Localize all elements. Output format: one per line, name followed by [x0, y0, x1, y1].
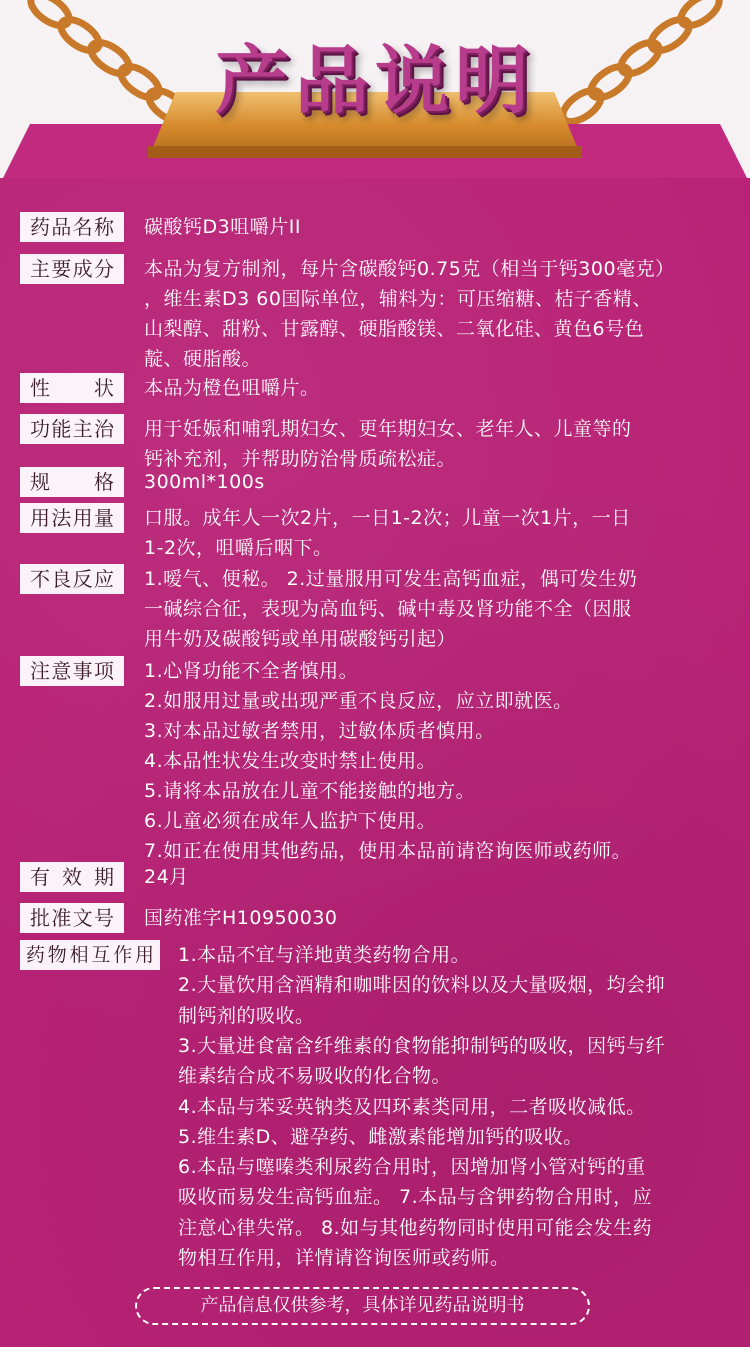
field-value-line: 2.大量饮用含酒精和咖啡因的饮料以及大量吸烟，均会抑: [178, 974, 666, 997]
field-value-line: 钙补充剂，并帮助防治骨质疏松症。: [144, 448, 457, 470]
field-value-line: 维素结合成不易吸收的化合物。: [178, 1065, 452, 1088]
field-value-line: 山梨醇、甜粉、甘露醇、硬脂酸镁、二氧化硅、黄色6号色: [144, 318, 645, 340]
field-value-line: 国药准字H10950030: [144, 907, 338, 929]
field-value-line: 4.本品性状发生改变时禁止使用。: [144, 750, 437, 772]
field-value-line: 4.本品与苯妥英钠类及四环素类同用，二者吸收减低。: [178, 1095, 646, 1118]
field-label: 有 效 期: [20, 862, 124, 892]
field-value-line: 碳酸钙D3咀嚼片II: [144, 216, 301, 238]
field-value-line: 2.如服用过量或出现严重不良反应，应立即就医。: [144, 690, 573, 712]
field-value-line: 本品为复方制剂，每片含碳酸钙0.75克（相当于钙300毫克）: [144, 258, 675, 280]
field-label: 药物相互作用: [20, 940, 160, 970]
field-label: 规 格: [20, 467, 124, 497]
field-value-line: ，维生素D3 60国际单位，辅料为：可压缩糖、桔子香精、: [144, 288, 652, 310]
field-label: 不良反应: [20, 564, 124, 594]
field-label: 主要成分: [20, 254, 124, 284]
field-value-line: 3.大量进食富含纤维素的食物能抑制钙的吸收，因钙与纤: [178, 1034, 666, 1057]
footer-note: 产品信息仅供参考，具体详见药品说明书: [135, 1287, 590, 1325]
field-value-line: 1-2次，咀嚼后咽下。: [144, 537, 333, 559]
field-label: 用法用量: [20, 503, 124, 533]
field-value-line: 用于妊娠和哺乳期妇女、更年期妇女、老年人、儿童等的: [144, 418, 632, 440]
field-label: 功能主治: [20, 414, 124, 444]
field-value-line: 6.儿童必须在成年人监护下使用。: [144, 810, 437, 832]
field-value-line: 靛、硬脂酸。: [144, 348, 262, 370]
field-value-line: 注意心律失常。 8.如与其他药物同时使用可能会发生药: [178, 1216, 653, 1239]
field-label: 注意事项: [20, 656, 124, 686]
field-value-line: 一碱综合征，表现为高血钙、碱中毒及肾功能不全（因服: [144, 598, 632, 620]
field-value-line: 1.嗳气、便秘。 2.过量服用可发生高钙血症，偶可发生奶: [144, 568, 638, 590]
title-plate-edge: [148, 146, 582, 158]
field-label: 药品名称: [20, 212, 124, 242]
field-value-line: 制钙剂的吸收。: [178, 1004, 315, 1027]
field-label: 性 状: [20, 373, 124, 403]
field-value-line: 1.本品不宜与洋地黄类药物合用。: [178, 944, 471, 966]
field-value-line: 物相互作用，详情请咨询医师或药师。: [178, 1247, 510, 1269]
field-value-line: 口服。成年人一次2片，一日1-2次；儿童一次1片，一日: [144, 507, 631, 529]
field-label: 批准文号: [20, 903, 124, 933]
field-value-line: 5.请将本品放在儿童不能接触的地方。: [144, 780, 476, 802]
field-value-line: 24月: [144, 866, 189, 888]
field-value-line: 1.心肾功能不全者慎用。: [144, 660, 359, 682]
page-title: 产品说明: [215, 38, 535, 124]
field-value-line: 用牛奶及碳酸钙或单用碳酸钙引起）: [144, 628, 457, 650]
field-value-line: 3.对本品过敏者禁用，过敏体质者慎用。: [144, 720, 495, 742]
field-value-line: 本品为橙色咀嚼片。: [144, 377, 320, 399]
field-value-line: 5.维生素D、避孕药、雌激素能增加钙的吸收。: [178, 1125, 583, 1148]
field-value-line: 6.本品与噻嗪类利尿药合用时，因增加肾小管对钙的重: [178, 1156, 646, 1179]
field-value-line: 吸收而易发生高钙血症。 7.本品与含钾药物合用时，应: [178, 1186, 653, 1209]
field-value-line: 300ml*100s: [144, 471, 265, 493]
field-value-line: 7.如正在使用其他药品，使用本品前请咨询医师或药师。: [144, 840, 632, 862]
